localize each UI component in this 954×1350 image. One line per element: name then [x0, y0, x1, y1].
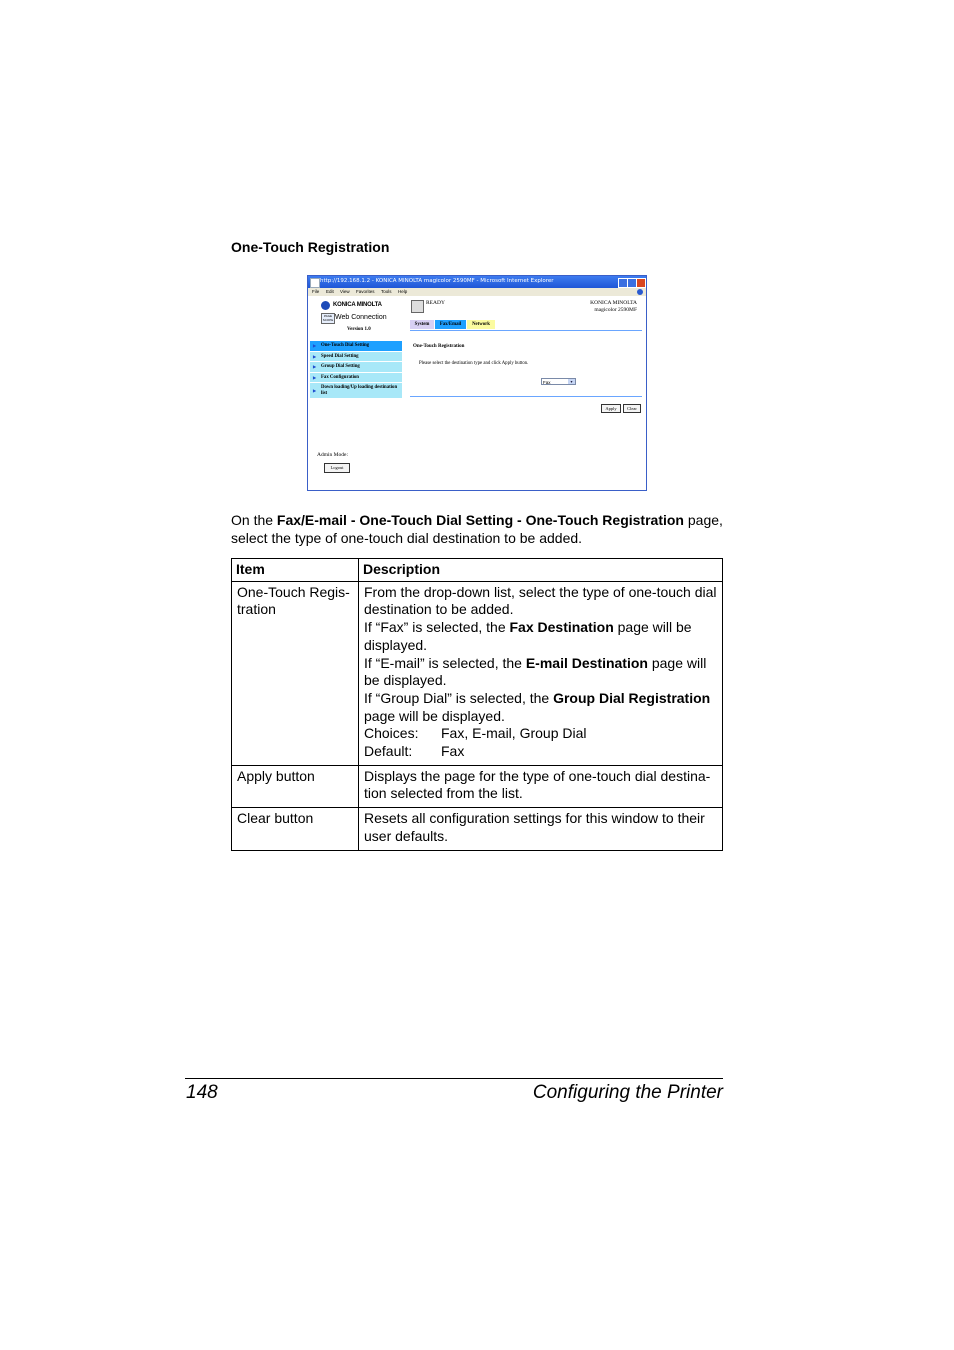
item-cell: One-Touch Regis-tration: [232, 581, 359, 765]
menu-file[interactable]: File: [312, 289, 320, 294]
tab-system[interactable]: System: [410, 320, 434, 329]
select-value: Fax: [543, 380, 551, 385]
paragraph-prefix: On the: [231, 512, 277, 528]
instruction-text: Please select the destination type and click Apply button.: [419, 361, 529, 366]
sidebar-item-group-dial[interactable]: [310, 362, 402, 372]
desc-line: From the drop-down list, select the type of one-touch dial destination to be added.: [364, 583, 717, 618]
pagescope-text: Web Connection: [335, 314, 387, 321]
sidebar-item-download-upload[interactable]: [310, 383, 402, 398]
clear-button[interactable]: Clear: [623, 404, 641, 413]
description-cell: Displays the page for the type of one-touch dial destina-tion selected from the list.: [359, 765, 723, 807]
desc-text: page will be displayed.: [364, 654, 707, 689]
windows-logo-icon: [637, 289, 643, 295]
sidebar-item-fax-configuration[interactable]: [310, 373, 402, 383]
sidebar-item-label: Speed Dial Setting: [321, 353, 359, 359]
konica-minolta-logo-icon: [321, 301, 330, 310]
pagescope-icon: PAGE SCOPE: [322, 314, 334, 322]
desc-line: [364, 690, 718, 725]
choices-line: [364, 725, 718, 743]
logout-button[interactable]: Logout: [324, 463, 350, 473]
desc-bold: Fax Destination: [509, 619, 614, 636]
brand-info: [590, 300, 637, 314]
description-cell: [359, 581, 723, 765]
ie-page-icon: [310, 278, 320, 288]
choices-label: Choices:: [364, 725, 419, 742]
item-cell: Clear button: [232, 808, 359, 850]
sidebar-item-one-touch-dial[interactable]: [310, 341, 402, 351]
sidebar-nav: [310, 341, 402, 399]
printer-icon: [411, 300, 424, 313]
sidebar-item-speed-dial[interactable]: [310, 352, 402, 362]
menu-tools[interactable]: Tools: [381, 289, 392, 294]
menu-edit[interactable]: Edit: [326, 289, 334, 294]
version-label: Version 1.0: [347, 327, 371, 332]
destination-type-select[interactable]: [541, 378, 576, 385]
browser-window-screenshot: [307, 275, 647, 491]
title-bar: [308, 276, 646, 288]
table-row: [232, 765, 723, 807]
arrow-right-icon: ▶: [313, 388, 317, 393]
arrow-right-icon: ▶: [313, 353, 317, 359]
desc-text: If “Fax” is selected, the: [364, 619, 510, 636]
left-pane: [309, 296, 403, 489]
item-cell: Apply button: [232, 765, 359, 807]
arrow-right-icon: ▶: [313, 343, 317, 348]
header-description: Description: [359, 559, 723, 582]
desc-text: page will be displayed.: [364, 619, 692, 653]
sidebar-item-label: Group Dial Setting: [321, 364, 360, 369]
sidebar-item-label: One-Touch Dial Setting: [321, 343, 370, 348]
desc-bold: E-mail Destination: [525, 654, 648, 671]
tab-network[interactable]: Network: [467, 320, 495, 329]
header-item: Item: [232, 559, 359, 582]
default-value: Fax: [441, 743, 465, 760]
brand-name: KONICA MINOLTA: [590, 300, 637, 306]
desc-line: [364, 619, 718, 654]
section-title: One-Touch Registration: [231, 239, 390, 255]
status-text: READY: [426, 300, 445, 306]
arrow-right-icon: ▶: [313, 374, 317, 380]
intro-paragraph: [231, 511, 723, 547]
arrow-right-icon: ▶: [313, 364, 317, 369]
right-pane: [405, 296, 645, 489]
content-divider: [410, 396, 642, 397]
sidebar-item-label: Fax Configuration: [321, 374, 359, 380]
table-header-row: [232, 559, 723, 582]
tab-divider: [410, 330, 642, 331]
close-icon[interactable]: [636, 278, 646, 288]
desc-text: If “Group Dial” is selected, the: [364, 689, 554, 706]
choices-value: Fax, E-mail, Group Dial: [441, 725, 587, 742]
sidebar-item-label: Down loading/Up loading destination list: [321, 385, 398, 396]
default-label: Default:: [364, 743, 413, 760]
menu-bar: [308, 288, 646, 296]
desc-text: page will be displayed.: [364, 707, 505, 724]
chevron-down-icon[interactable]: ▾: [568, 379, 575, 384]
paragraph-suffix: page, select the type of one-touch dial destination to be added.: [231, 512, 723, 546]
paragraph-path: Fax/E-mail - One-Touch Dial Setting - One-Touch Registration: [276, 512, 684, 528]
page-number: 148: [186, 1082, 218, 1103]
table-row: [232, 808, 723, 850]
description-table: [231, 558, 723, 851]
default-line: [364, 743, 718, 761]
menu-help[interactable]: Help: [398, 289, 408, 294]
window-title: http://192.168.1.2 - KONICA MINOLTA magicolor 2590MF - Microsoft Internet Explorer: [320, 278, 554, 284]
apply-button[interactable]: Apply: [601, 404, 621, 413]
model-name: magicolor 2590MF: [594, 307, 637, 313]
description-cell: Resets all configuration settings for this window to their user defaults.: [359, 808, 723, 850]
menu-favorites[interactable]: Favorites: [356, 289, 375, 294]
desc-line: [364, 655, 718, 690]
table-row: [232, 581, 723, 765]
desc-text: If “E-mail” is selected, the: [364, 654, 526, 671]
footer-rule: [185, 1078, 723, 1079]
menu-view[interactable]: View: [340, 289, 350, 294]
logo-text: KONICA MINOLTA: [333, 302, 382, 308]
chapter-title: Configuring the Printer: [532, 1082, 723, 1103]
desc-bold: Group Dial Registration: [553, 689, 711, 706]
admin-mode-label: Admin Mode:: [317, 452, 349, 458]
content-title: One-Touch Registration: [413, 344, 465, 349]
tab-fax-email[interactable]: Fax/Email: [435, 320, 466, 329]
